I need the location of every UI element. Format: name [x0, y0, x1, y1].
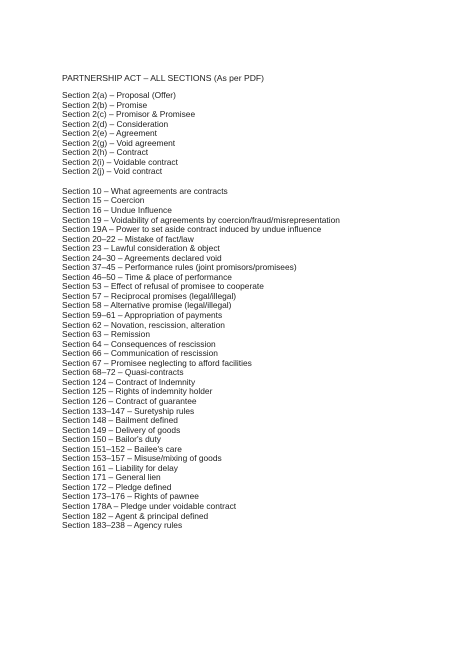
section-list-item: Section 24–30 – Agreements declared void — [62, 252, 222, 263]
section-list-item: Section 124 – Contract of Indemnity — [62, 376, 196, 387]
section-list-item: Section 2(h) – Contract — [62, 147, 149, 158]
section-list-item: Section 63 – Remission — [62, 329, 150, 340]
section-list-item: Section 2(i) – Voidable contract — [62, 156, 178, 167]
document-content — [62, 72, 462, 531]
section-list-item: Section 20–22 – Mistake of fact/law — [62, 233, 194, 244]
section-list-item: Section 2(d) – Consideration — [62, 118, 169, 129]
section-list-item: Section 125 – Rights of indemnity holder — [62, 386, 213, 397]
section-list-item: Section 19A – Power to set aside contract induced by undue influence — [62, 224, 322, 235]
section-list-item: Section 2(c) – Promisor & Promisee — [62, 109, 196, 120]
section-list-item: Section 2(a) – Proposal (Offer) — [62, 90, 176, 100]
section-list-item: Section 67 – Promisee neglecting to afford facilities — [62, 357, 252, 368]
section-list-item: Section 153–157 – Misuse/mixing of goods — [62, 453, 222, 464]
section-list-item: Section 46–50 – Time & place of performance — [62, 271, 232, 282]
section-list-item: Section 172 – Pledge defined — [62, 481, 172, 492]
section-list-item: Section 23 – Lawful consideration & object — [62, 243, 220, 254]
section-list-item: Section 148 – Bailment defined — [62, 415, 178, 426]
section-list-item: Section 37–45 – Performance rules (joint promisors/promisees) — [62, 262, 297, 273]
section-list-item: Section 171 – General lien — [62, 472, 161, 483]
section-list-item: Section 173–176 – Rights of pawnee — [62, 491, 199, 502]
section-list-item: Section 151–152 – Bailee's care — [62, 443, 182, 454]
document-title: PARTNERSHIP ACT – ALL SECTIONS (As per PDF) — [62, 73, 265, 83]
section-list-item: Section 2(j) – Void contract — [62, 166, 163, 177]
section-list-item: Section 150 – Bailor's duty — [62, 434, 161, 445]
section-list-item: Section 66 – Communication of rescission — [62, 348, 218, 359]
section-list-item: Section 183–238 – Agency rules — [62, 520, 183, 531]
section-list-item: Section 182 – Agent & principal defined — [62, 510, 209, 521]
section-list-item: Section 19 – Voidability of agreements by coercion/fraud/misrepresentation — [62, 214, 340, 225]
section-list-item: Section 126 – Contract of guarantee — [62, 395, 197, 406]
section-list-item: Section 161 – Liability for delay — [62, 462, 178, 473]
section-list-item: Section 2(g) – Void agreement — [62, 137, 176, 148]
section-list-item: Section 149 – Delivery of goods — [62, 424, 181, 435]
section-list-item: Section 58 – Alternative promise (legal/illegal) — [62, 300, 232, 311]
section-list-item: Section 53 – Effect of refusal of promisee to cooperate — [62, 281, 264, 292]
section-list-item: Section 62 – Novation, rescission, alteration — [62, 319, 225, 330]
section-list-item: Section 59–61 – Appropriation of payments — [62, 310, 223, 321]
section-list-item: Section 178A – Pledge under voidable contract — [62, 500, 237, 511]
section-list-item: Section 16 – Undue Influence — [62, 205, 172, 216]
section-list-item: Section 57 – Reciprocal promises (legal/illegal) — [62, 290, 237, 301]
section-list-item: Section 15 – Coercion — [62, 195, 145, 206]
section-list-provisions — [62, 187, 462, 531]
section-list-item: Section 68–72 – Quasi-contracts — [62, 367, 184, 378]
section-list-item: Section 64 – Consequences of rescission — [62, 338, 216, 349]
section-list-definitions — [62, 91, 462, 177]
section-list-item: Section 2(b) – Promise — [62, 99, 148, 110]
section-list-item: Section 10 – What agreements are contracts — [62, 185, 228, 196]
section-list-item: Section 2(e) – Agreement — [62, 128, 157, 139]
section-list-item: Section 133–147 – Suretyship rules — [62, 405, 195, 416]
